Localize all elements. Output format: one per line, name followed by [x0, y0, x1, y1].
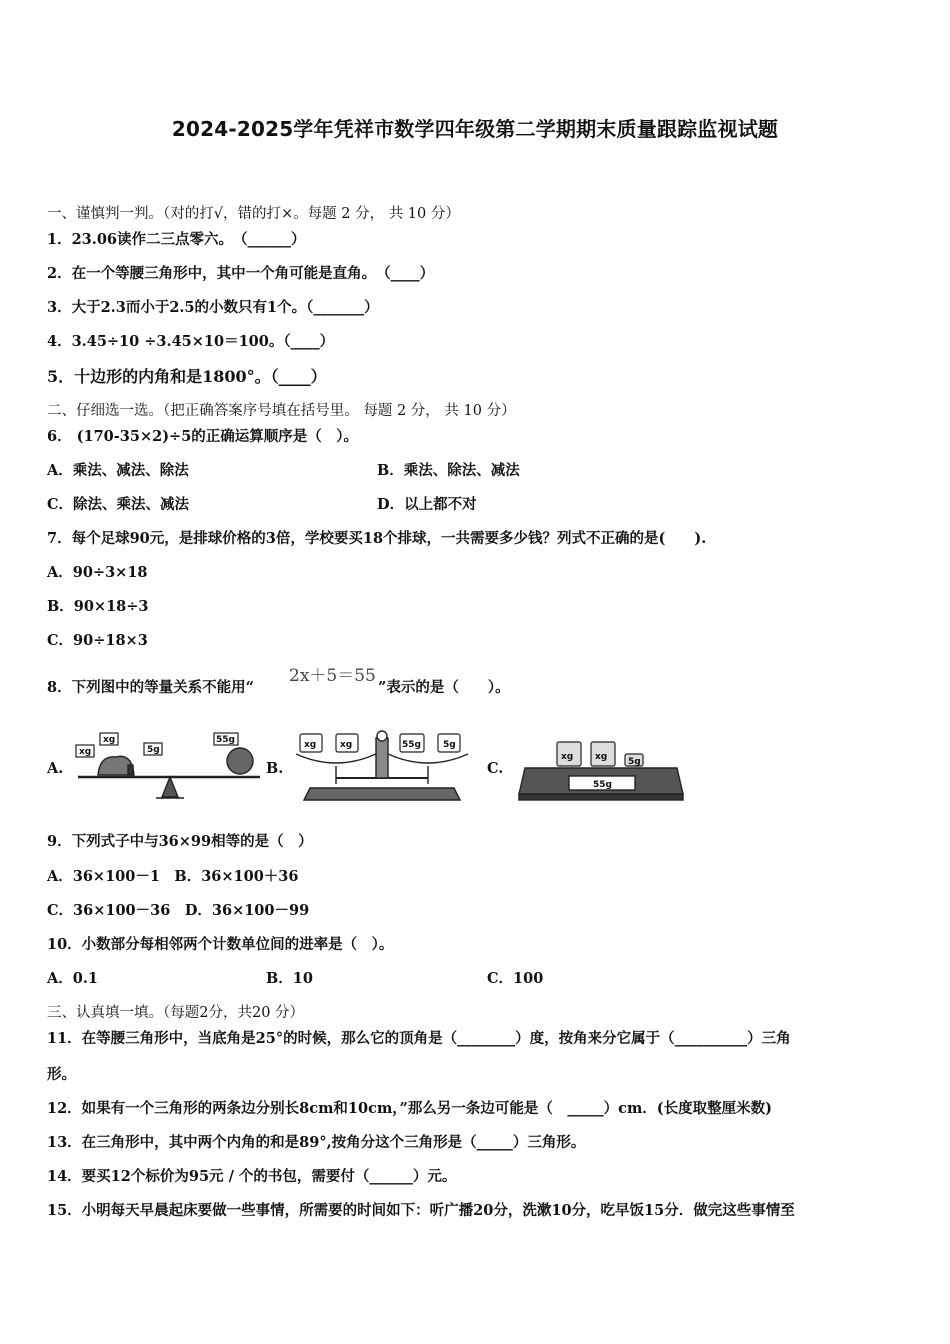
q8-option-c-label: C.	[487, 760, 504, 777]
question-12: 12．如果有一个三角形的两条边分别长8cm和10cm，”那么另一条边可能是（ _____）cm．(长度取整厘米数)	[47, 1100, 773, 1117]
q8-formula: 2x＋5＝55	[289, 666, 376, 686]
fig-b-5g: 5g	[443, 740, 456, 750]
fig-c-5g: 5g	[628, 757, 641, 767]
fig-c-xg-2: xg	[595, 752, 608, 762]
fig-b-xg-2: xg	[340, 740, 353, 750]
fig-a-55g: 55g	[216, 735, 235, 745]
question-3: 3．大于2.3而小于2.5的小数只有1个。（_______）	[47, 299, 379, 316]
figure-c-scale	[515, 724, 687, 804]
question-11: 11．在等腰三角形中，当底角是25°的时候，那么它的顶角是（________）度，按角来分它属于（__________）三角	[47, 1030, 791, 1047]
fig-c-55g: 55g	[593, 780, 612, 790]
question-8-prefix: 8．下列图中的等量关系不能用“	[47, 679, 254, 696]
section-1-heading: 一、谨慎判一判。（对的打√，错的打×。每题 2 分， 共 10 分）	[47, 206, 460, 222]
section-3-heading: 三、认真填一填。（每题2分，共20 分）	[47, 1005, 305, 1021]
question-6: 6． (170-35×2)÷5的正确运算顺序是（ ）。	[47, 428, 359, 445]
figure-a-seesaw	[70, 725, 270, 803]
q6-option-c: C．除法、乘法、减法	[47, 496, 190, 513]
q10-option-b: B．10	[266, 970, 313, 987]
figure-b-pan-balance	[290, 722, 475, 804]
q8-option-b-label: B.	[266, 760, 284, 777]
question-7: 7．每个足球90元，是排球价格的3倍，学校要买18个排球，一共需要多少钱？列式不正确的是( ).	[47, 530, 707, 547]
question-10: 10．小数部分每相邻两个计数单位间的进率是（ ）。	[47, 936, 394, 953]
question-4: 4．3.45÷10 ÷3.45×10＝100。（____）	[47, 333, 335, 350]
question-14: 14．要买12个标价为95元 / 个的书包，需要付（______）元。	[47, 1168, 457, 1185]
question-9: 9．下列式子中与36×99相等的是（ ）	[47, 833, 313, 850]
question-5: 5．十边形的内角和是1800°。（____）	[47, 367, 327, 386]
page-title: 2024-2025学年凭祥市数学四年级第二学期期末质量跟踪监视试题	[171, 117, 779, 141]
fig-b-xg-1: xg	[304, 740, 317, 750]
question-2: 2．在一个等腰三角形中，其中一个角可能是直角。 （____）	[47, 265, 435, 282]
question-8-suffix: ”表示的是（ ）。	[378, 679, 510, 696]
section-2-heading: 二、仔细选一选。（把正确答案序号填在括号里。 每题 2 分， 共 10 分）	[47, 403, 516, 419]
question-11-continued: 形。	[47, 1066, 76, 1083]
q6-option-a: A．乘法、减法、除法	[47, 462, 189, 479]
q8-option-a-label: A.	[47, 760, 64, 777]
q7-option-b: B．90×18÷3	[47, 598, 149, 615]
q10-option-c: C．100	[487, 970, 544, 987]
fig-b-55g: 55g	[402, 740, 421, 750]
q7-option-c: C．90÷18×3	[47, 632, 148, 649]
q6-option-d: D．以上都不对	[377, 496, 477, 513]
fig-a-5g: 5g	[147, 745, 160, 755]
q6-option-b: B．乘法、除法、减法	[377, 462, 520, 479]
question-15: 15．小明每天早晨起床要做一些事情，所需要的时间如下：听广播20分，洗漱10分，吃早饭15分．做完这些事情至	[47, 1202, 795, 1219]
q7-option-a: A．90÷3×18	[47, 564, 148, 581]
fig-c-xg-1: xg	[561, 752, 574, 762]
q9-options-ab: A．36×100－1 B．36×100＋36	[47, 868, 299, 885]
fig-a-xg-2: xg	[103, 735, 116, 745]
q10-option-a: A．0.1	[47, 970, 98, 987]
question-1: 1．23.06读作二三点零六。 （______）	[47, 231, 306, 248]
fig-a-xg-1: xg	[79, 747, 92, 757]
question-13: 13．在三角形中，其中两个内角的和是89°,按角分这个三角形是（_____）三角形。	[47, 1134, 586, 1151]
q9-options-cd: C．36×100－36 D．36×100－99	[47, 902, 310, 919]
